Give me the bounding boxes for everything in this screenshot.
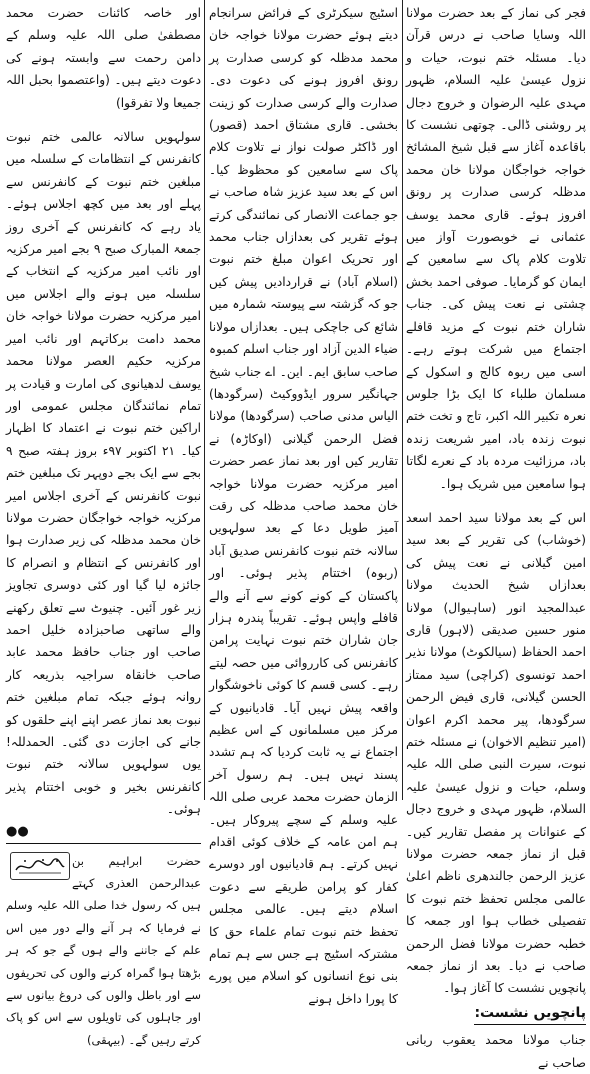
column-right [406,2,586,1070]
paragraph: سولہویں سالانہ عالمی ختم نبوت کانفرنس کے انتظامات کے سلسلہ میں مبلغین ختم نبوت کے کانفرنس سے پہلے اور بعد میں کچھ اجلاس ہوئے۔ یاد رہے کہ کانفرنس کے آخری روز جمعۃ المبارک صبح ۹ بجے امیر مرکزیہ اور نائب امیر مرکزیہ کے انتخاب کے سلسلہ میں ہونے والے اجلاس میں امیر مرکزیہ حضرت مولانا خواجہ خان محمد دامت برکاتہم اور نائب امیر مرکزیہ حکیم العصر مولانا محمد یوسف لدھیانوی کی امارت و قیادت پر تمام نمائندگان مجلس عمومی اور اراکین ختم نبوت نے اعتماد کا اظہار کیا۔ ۲۱ اکتوبر ۹۷ء بروز ہفتہ صبح ۹ بجے سے ایک بجے دوپہر تک مبلغین ختم نبوت کانفرنس کے آخری اجلاس امیر مرکزیہ خواجہ خواجگان حضرت مولانا خان محمد مدظلہ کی زیر صدارت ہوا اور کانفرنس کے انتظام و انصرام کا جائزہ لیا گیا اور کئی دوسری تجاویز زیر غور آئیں۔ چنیوٹ سے تعلق رکھنے والے ساتھی صاحبزادہ خلیل احمد صاحب اور جناب حافظ محمد عابد صاحب خانقاہ سراجیہ بذریعہ کار روانہ ہوئے جبکہ تمام مبلغین ختم نبوت بعد نماز عصر اپنے اپنے حلقوں کو جانے کی اجازت دی گئی۔ الحمدللہ! یوں سولہویں سالانہ ختم نبوت کانفرنس بخیر و خوبی اختتام پذیر ہوئی۔ [6,130,201,817]
calligraphy-seal-graphic [13,855,67,877]
column-left [6,2,201,1047]
end-mark: ●● [6,823,29,839]
section-heading-wrap [406,1000,586,1029]
paragraph-gap [406,495,586,507]
hadith-text: حضرت ابراہیم بن عبدالرحمن العذری کہتے ہیں کہ رسول خدا صلی اللہ علیہ وسلم نے فرمایا کہ ہر آنے والے دور میں اس علم کے جاننے والے ہوں گے جو کہ ہر بڑھتا ہوا گمراہ کرنے والوں کی تحریفوں سے اور باطل والوں کی دروغ بیانوں سے اور جاہلوں کی تاویلوں سے اس کو پاک کرتے رہیں گے۔ (بیہقی) [6,853,201,1047]
paragraph: اس کے بعد مولانا سید احمد اسعد (خوشاب) کی تقریر کے بعد سید امین گیلانی نے نعت پیش کی بعدازاں شیخ الحدیث مولانا عبدالمجید انور (ساہیوال) مولانا منور حسین صدیقی (لاہور) قاری احمد الحفاظ (سیالکوٹ) مولانا نذیر احمد تونسوی (کراچی) سید ممتاز الحسن گیلانی، قاری فیض الرحمن سرگودھا، پیر محمد اکرم اعوان (امیر تنظیم الاخوان) نے مسئلہ ختم نبوت، سیرت النبی صلی اللہ علیہ وسلم، حیات و نزول عیسیٰ علیہ السلام، ظہور مہدی و خروج دجال کے عنوانات پر مفصل تقاریر کیں۔ قبل از نماز جمعہ حضرت مولانا عزیز الرحمن جالندھری ناظم اعلیٰ عالمی مجلس تحفظ ختم نبوت کا تفصیلی خطاب ہوا اور جمعہ کا خطبہ حضرت مولانا فضل الرحمن صاحب نے دیا۔ بعد از نماز جمعہ پانچویں نشست کا آغاز ہوا۔ [406,510,586,996]
paragraph: اور خاصہ کائنات حضرت محمد مصطفیٰ صلی اللہ علیہ وسلم کے دامن رحمت سے وابستہ ہونے کی دعوت دیتے ہیں۔ (واعتصموا بحبل اللہ جمیعا ولا تفرقوا) [6,6,201,110]
paragraph: جناب مولانا محمد یعقوب ربانی صاحب نے [406,1033,586,1070]
paragraph-gap [6,114,201,126]
section-heading: پانچویں نشست: [474,1002,586,1025]
calligraphy-icon [10,852,70,880]
paragraph: فجر کی نماز کے بعد حضرت مولانا اللہ وسایا صاحب نے درس قرآن دیا۔ مسئلہ ختم نبوت، حیات و نزول عیسیٰ علیہ السلام، ظہور مہدی علیہ الرضوان و خروج دجال پر روشنی ڈالی۔ چوتھی نشست کا باقاعدہ آغاز سے قبل شیخ المشائخ خواجہ خواجگان مولانا خان محمد مدظلہ کرسی صدارت پر رونق افروز ہوئے۔ قاری محمد یوسف عثمانی نے خوبصورت آواز میں تلاوت کلام پاک سے سامعین کے ایمان کو گرمایا۔ صوفی احمد بخش چشتی نے نعت پیش کی۔ جناب شاران ختم نبوت کے مزید قافلے اجتماع میں شرکت ہوتے رہے۔ اسی میں ربوہ کالج و اسکول کے مسلمان طلباء کا ایک بڑا جلوس نعرہ تکبیر اللہ اکبر، تاج و تخت ختم نبوت زندہ باد، امیر شریعت زندہ باد، مرزائیت مردہ باد کے نعرے لگاتا ہوا سامعین میں شریک ہوا۔ [406,6,586,491]
column-divider [204,0,205,800]
column-divider [402,0,403,800]
column-middle [209,2,398,1006]
paragraph: اسٹیج سیکرٹری کے فرائض سرانجام دیتے ہوئے حضرت مولانا خواجہ خان محمد مدظلہ کو کرسی صدارت پر رونق افروز ہونے کی دعوت دی۔ صدارت والے کرسی صدارت کو زینت بخشی۔ قاری مشتاق احمد (قصور) اور ڈاکٹر صولت نواز نے تلاوت کلام پاک سے سامعین کو محظوظ کیا۔ اس کے بعد سید عزیز شاہ صاحب نے جو جماعت الانصار کی نمائندگی کرتے ہوئے تقریر کی بعدازاں جناب محمد اور تحریک اعوان مبلغ ختم نبوت (اسلام آباد) نے قراردادیں پیش کیں جو کہ گزشتہ سے پیوستہ شمارہ میں شائع کی جاچکی ہیں۔ بعدازاں مولانا ضیاء الدین آزاد اور جناب اسلم کمبوہ صاحب سابق ایم۔ این۔ اے جناب شیخ جہانگیر سرور ایڈووکیٹ (سرگودھا) الیاس مدنی صاحب (سرگودھا) مولانا فضل الرحمن گیلانی (اوکاڑہ) نے تقاریر کیں اور بعد نماز عصر حضرت امیر مرکزیہ حضرت مولانا خواجہ خان محمد صاحب مدظلہ کی رقت آمیز طویل دعا کے بعد سولہویں سالانہ ختم نبوت کانفرنس صدیق آباد (ربوہ) اختتام پذیر ہوئی۔ اور پاکستان کے کونے کونے سے آنے والے قافلے واپس ہوئے۔ تقریباً پندرہ ہزار جان شاران ختم نبوت نہایت پرامن کانفرنس کی کارروائی میں حصہ لیتے رہے۔ کسی قسم کا کوئی ناخوشگوار واقعہ پیش نہیں آیا۔ قادیانیوں کے مرکز میں مسلمانوں کے اس عظیم اجتماع نے یہ ثابت کردیا کہ ہم تشدد پسند نہیں ہیں۔ ہم رسول آخر الزمان حضرت محمد عربی صلی اللہ علیہ وسلم کے سچے پیروکار ہیں۔ ہم امن عامہ کے خلاف کوئی اقدام نہیں کرتے۔ ہم قادیانیوں اور دوسرے کفار کو پرامن طریقے سے دعوت اسلام دیتے ہیں۔ عالمی مجلس تحفظ ختم نبوت تمام علماء حق کا مشترکہ اسٹیج ہے جس سے ہم تمام بنی نوع انسانوں کو اسلام میں پورے کا پورا داخل ہونے [209,6,398,1006]
section-separator [6,843,201,844]
hadith-box [6,850,201,1052]
